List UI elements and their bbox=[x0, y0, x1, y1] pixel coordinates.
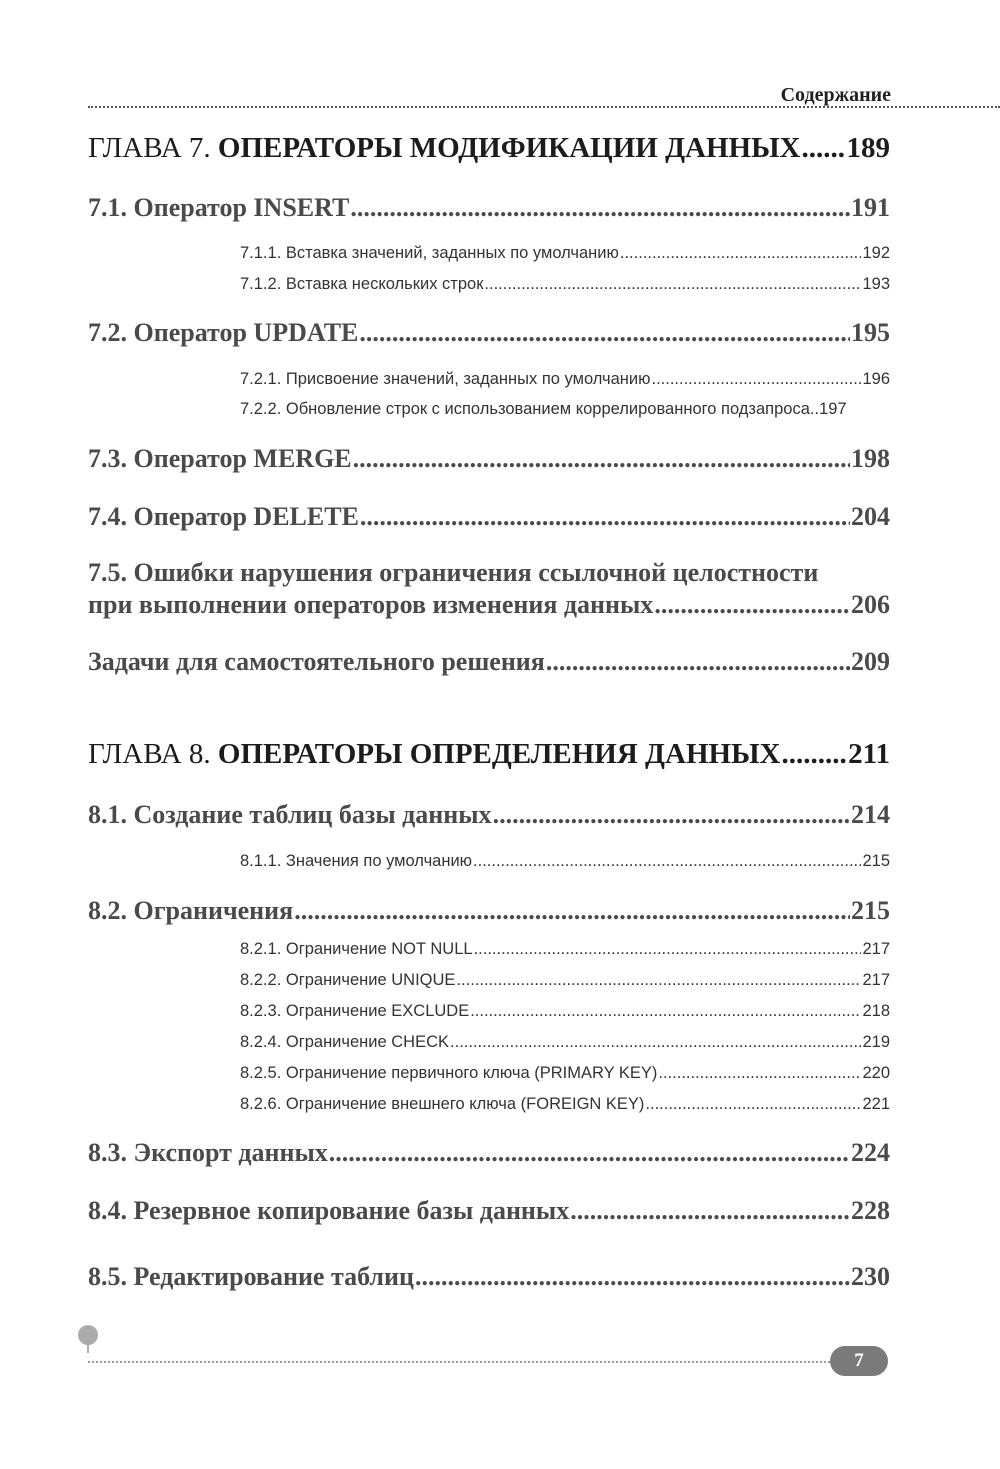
page-number: 215 bbox=[862, 852, 890, 870]
footer-tick bbox=[87, 1345, 89, 1353]
toc-subsection-7-2-2[interactable] bbox=[240, 400, 890, 419]
toc-subsection-8-1-1[interactable] bbox=[240, 852, 890, 871]
toc-subsection-8-2-1[interactable] bbox=[240, 940, 890, 959]
subsection-title: 7.2.1. Присвоение значений, заданных по умолчанию bbox=[240, 370, 651, 388]
subsection-title: 8.2.1. Ограничение NOT NULL bbox=[240, 940, 473, 958]
section-title: 7.2. Оператор UPDATE bbox=[88, 318, 359, 347]
toc-subsection-8-2-5[interactable] bbox=[240, 1064, 890, 1083]
dot-leader bbox=[620, 244, 862, 263]
toc-section-8-2[interactable] bbox=[88, 896, 890, 926]
subsection-title: 8.2.3. Ограничение EXCLUDE bbox=[240, 1002, 470, 1020]
dot-leader bbox=[570, 1196, 850, 1226]
running-header: Содержание bbox=[780, 84, 891, 106]
chapter-prefix: ГЛАВА 7. bbox=[88, 132, 218, 164]
page-number: 215 bbox=[851, 896, 890, 925]
dot-leader bbox=[654, 590, 850, 620]
section-title: 8.4. Резервное копирование базы данных bbox=[88, 1196, 570, 1225]
subsection-title: 7.2.2. Обновление строк с использованием коррелированного подзапроса.. bbox=[240, 400, 820, 418]
toc-subsection-7-1-2[interactable] bbox=[240, 275, 890, 294]
section-title: 8.3. Экспорт данных bbox=[88, 1138, 328, 1167]
toc-subsection-7-1-1[interactable] bbox=[240, 244, 890, 263]
page-number: 198 bbox=[851, 444, 890, 473]
toc-chapter-8[interactable] bbox=[88, 738, 890, 771]
chapter-title: ОПЕРАТОРЫ МОДИФИКАЦИИ ДАННЫХ bbox=[217, 132, 801, 164]
footer-dotted-rule bbox=[88, 1361, 830, 1363]
toc-subsection-8-2-6[interactable] bbox=[240, 1095, 890, 1114]
page-number: 230 bbox=[851, 1262, 890, 1291]
dot-leader bbox=[658, 1064, 861, 1083]
toc-section-7-5[interactable] bbox=[88, 590, 890, 620]
page-number: 206 bbox=[851, 590, 890, 619]
section-title: 8.2. Ограничения bbox=[88, 896, 294, 925]
section-title: 7.3. Оператор MERGE bbox=[88, 444, 352, 473]
subsection-title: 8.2.2. Ограничение UNIQUE bbox=[240, 971, 456, 989]
subsection-title: 8.2.5. Ограничение первичного ключа (PRIMARY KEY) bbox=[240, 1064, 658, 1082]
toc-section-7-3[interactable] bbox=[88, 444, 890, 474]
subsection-title: 8.1.1. Значения по умолчанию bbox=[240, 852, 473, 870]
dot-leader bbox=[645, 1095, 861, 1114]
page-number: 220 bbox=[862, 1064, 890, 1082]
dot-leader bbox=[415, 1262, 850, 1292]
subsection-title: 8.2.4. Ограничение CHECK bbox=[240, 1033, 450, 1051]
page-number: 218 bbox=[862, 1002, 890, 1020]
section-title: 8.5. Редактирование таблиц bbox=[88, 1262, 414, 1291]
chapter-prefix: ГЛАВА 8. bbox=[88, 738, 218, 770]
page-number: 219 bbox=[862, 1033, 890, 1051]
dot-leader bbox=[450, 1033, 861, 1052]
toc-section-8-5[interactable] bbox=[88, 1262, 890, 1292]
footer-circle-icon bbox=[78, 1325, 98, 1345]
page-number-badge: 7 bbox=[830, 1346, 888, 1376]
dot-leader bbox=[360, 502, 850, 532]
toc-section-tasks[interactable] bbox=[88, 647, 890, 677]
dot-leader bbox=[782, 738, 848, 771]
page-number: 192 bbox=[862, 244, 890, 262]
page-number: 191 bbox=[851, 193, 890, 222]
dot-leader bbox=[329, 1138, 850, 1168]
dot-leader bbox=[456, 971, 861, 990]
toc-section-7-5-line1[interactable]: 7.5. Ошибки нарушения ограничения ссылочной целостности bbox=[88, 558, 819, 587]
toc-section-7-4[interactable] bbox=[88, 502, 890, 532]
page-number: 224 bbox=[851, 1138, 890, 1167]
page-number: 209 bbox=[851, 647, 890, 676]
toc-section-7-2[interactable] bbox=[88, 318, 890, 348]
chapter-title: ОПЕРАТОРЫ ОПРЕДЕЛЕНИЯ ДАННЫХ bbox=[217, 738, 781, 770]
page-number: 217 bbox=[862, 940, 890, 958]
section-title: Задачи для самостоятельного решения bbox=[88, 647, 545, 676]
page-number: 196 bbox=[862, 370, 890, 388]
dot-leader bbox=[484, 275, 861, 294]
dot-leader bbox=[474, 940, 862, 959]
dot-leader bbox=[802, 132, 846, 165]
page-number: 228 bbox=[851, 1196, 890, 1225]
dot-leader bbox=[546, 647, 850, 677]
dot-leader bbox=[353, 444, 850, 474]
toc-subsection-8-2-4[interactable] bbox=[240, 1033, 890, 1052]
dot-leader bbox=[473, 852, 861, 871]
page-number: 217 bbox=[862, 971, 890, 989]
toc-section-8-3[interactable] bbox=[88, 1138, 890, 1168]
dot-leader bbox=[652, 370, 862, 389]
dot-leader bbox=[350, 193, 850, 223]
subsection-title: 8.2.6. Ограничение внешнего ключа (FOREIGN KEY) bbox=[240, 1095, 645, 1113]
section-title: 7.1. Оператор INSERT bbox=[88, 193, 350, 222]
page-number: 214 bbox=[851, 800, 890, 829]
toc-subsection-8-2-3[interactable] bbox=[240, 1002, 890, 1021]
toc-section-8-1[interactable] bbox=[88, 800, 890, 830]
header-dotted-rule bbox=[88, 106, 1000, 108]
toc-section-7-1[interactable] bbox=[88, 193, 890, 223]
section-title: при выполнении операторов изменения данных bbox=[88, 590, 654, 619]
page-number: 221 bbox=[862, 1095, 890, 1113]
dot-leader bbox=[470, 1002, 861, 1021]
dot-leader bbox=[359, 318, 850, 348]
dot-leader bbox=[294, 896, 850, 926]
section-title: 8.1. Создание таблиц базы данных bbox=[88, 800, 492, 829]
page-number: 193 bbox=[862, 275, 890, 293]
toc-subsection-8-2-2[interactable] bbox=[240, 971, 890, 990]
page-number: 195 bbox=[851, 318, 890, 347]
subsection-title: 7.1.1. Вставка значений, заданных по умолчанию bbox=[240, 244, 619, 262]
toc-subsection-7-2-1[interactable] bbox=[240, 370, 890, 389]
toc-section-8-4[interactable] bbox=[88, 1196, 890, 1226]
page-number: 211 bbox=[848, 738, 890, 770]
section-title: 7.4. Оператор DELETE bbox=[88, 502, 359, 531]
dot-leader bbox=[493, 800, 850, 830]
page-number: 204 bbox=[851, 502, 890, 531]
subsection-title: 7.1.2. Вставка нескольких строк bbox=[240, 275, 484, 293]
toc-chapter-7[interactable] bbox=[88, 132, 890, 165]
page-number: 197 bbox=[819, 400, 847, 418]
page-number: 189 bbox=[846, 132, 890, 164]
